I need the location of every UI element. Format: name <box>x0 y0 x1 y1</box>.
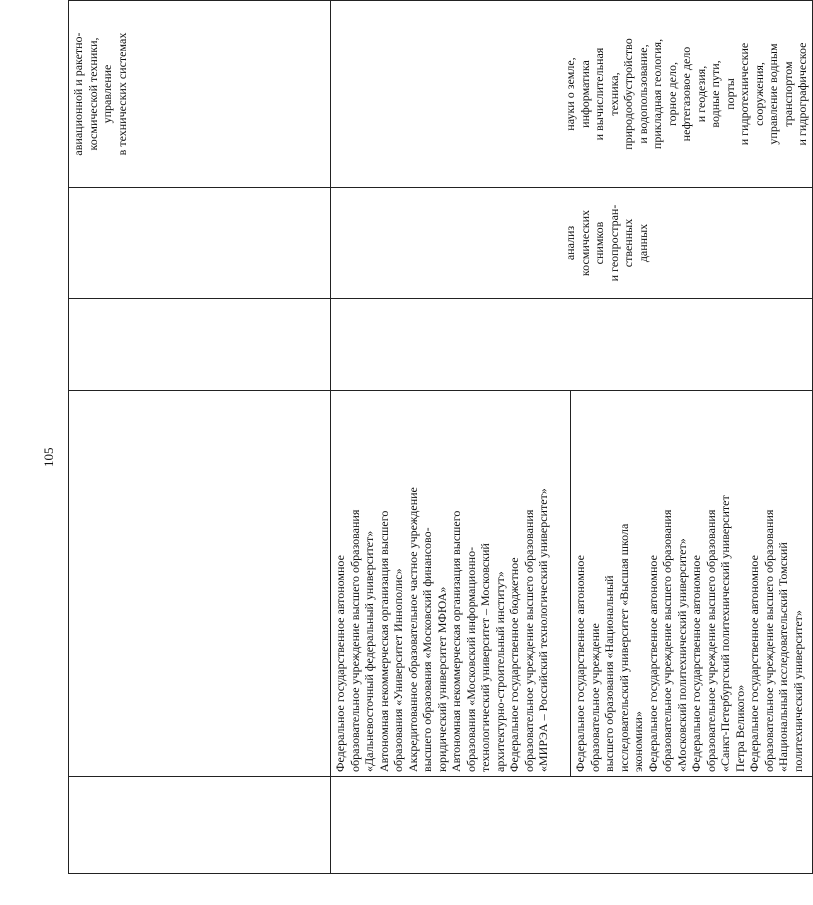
org-line: юридический университет МФЮА» <box>434 586 449 772</box>
specialty-line: управление водным <box>766 43 780 145</box>
specialty-line: сооружения, <box>751 62 766 126</box>
org-line: образовательное учреждение высшего образования <box>703 509 718 772</box>
org-line: Автономная некоммерческая организация высшего <box>376 510 391 772</box>
specialty-line: горное дело, <box>664 62 679 126</box>
org-line: экономики» <box>631 711 645 772</box>
cell-direction <box>331 188 813 299</box>
organizations-top-block <box>331 391 571 776</box>
org-line: Федеральное государственное автономное <box>333 555 347 772</box>
cell-main-empty-c <box>331 299 813 391</box>
org-line: Федеральное государственное автономное <box>645 555 660 772</box>
prev-spec-line: управление <box>100 64 114 124</box>
org-line: образовательное учреждение высшего образования <box>347 509 362 772</box>
direction-line: ственных <box>621 218 635 268</box>
specialty-line: природообустройство <box>621 38 635 150</box>
rotated-table-container <box>68 32 809 874</box>
cell-prev-empty-d <box>69 188 331 299</box>
specialty-line: науки о земле, <box>563 57 577 131</box>
document-table <box>68 0 813 874</box>
org-line: архитектурно-строительный институт» <box>492 571 507 772</box>
table-row-main <box>331 1 813 874</box>
org-line: Автономная некоммерческая организация высшего <box>449 510 463 772</box>
specialty-line: и гидрографическое <box>795 42 809 146</box>
org-line: образовательное учреждение высшего образования <box>521 509 536 772</box>
org-line: образования «Московский информационно- <box>463 546 478 772</box>
specialty-line: информатика <box>577 60 592 128</box>
org-line: «Санкт-Петербургский политехнический университет <box>718 495 732 772</box>
specialty-line: и геодезия, <box>693 65 708 123</box>
specialty-line: и вычислительная <box>592 47 606 141</box>
organizations-bottom-block <box>571 391 807 776</box>
specialty-line: и водопользование, <box>635 44 650 144</box>
prev-spec-line: космической техники, <box>85 37 100 151</box>
direction-line: данных <box>635 223 650 263</box>
prev-spec-line: в технических системах <box>114 32 129 156</box>
specialty-line: прикладная геология, <box>650 38 664 150</box>
specialty-line: техника, <box>606 72 621 116</box>
prev-spec-line: авиационной и ракетно- <box>71 32 85 156</box>
cell-prev-empty-b <box>69 391 331 777</box>
org-line: «Московский политехнический университет» <box>674 538 689 772</box>
org-line: «Национальный исследовательский Томский <box>776 542 790 772</box>
org-line: «МИРЭА – Российский технологический университет» <box>536 488 550 772</box>
specialty-line: порты <box>722 78 737 110</box>
org-line: высшего образования «Московский финансово- <box>420 527 434 772</box>
page-number: 105 <box>41 447 56 467</box>
cell-prev-empty-a <box>69 777 331 874</box>
org-line: Федеральное государственное автономное <box>689 555 703 772</box>
specialty-line: нефтегазовое дело <box>679 46 693 142</box>
org-line: образовательное учреждение высшего образования <box>660 509 674 772</box>
org-line: образовательное учреждение высшего образования <box>761 509 776 772</box>
org-line: технологический университет – Московский <box>478 543 492 772</box>
org-line: образования «Университет Иннополис» <box>391 568 405 772</box>
direction-line: снимков <box>592 221 606 265</box>
specialty-line: водные пути, <box>708 60 722 128</box>
org-line: высшего образования «Национальный <box>602 575 616 772</box>
org-line: Федеральное государственное автономное <box>747 555 761 772</box>
org-line: Федеральное государственное бюджетное <box>507 557 521 772</box>
specialty-line: транспортом <box>780 61 795 127</box>
org-line: Аккредитованное образовательное частное учреждение <box>405 487 420 772</box>
org-line: исследовательский университет «Высшая школа <box>616 523 631 772</box>
org-line: Петра Великого» <box>732 684 747 772</box>
cell-specialties <box>331 1 813 188</box>
cell-prev-specialties <box>69 1 331 188</box>
org-line: политехнический университет» <box>790 610 805 772</box>
specialty-line: и гидротехнические <box>737 42 751 146</box>
direction-line: и геопростран- <box>606 204 621 282</box>
table-row-previous <box>69 1 331 874</box>
cell-prev-empty-c <box>69 299 331 391</box>
direction-line: анализ <box>563 225 577 261</box>
direction-line: космических <box>577 209 592 277</box>
org-line: «Дальневосточный федеральный университет» <box>362 530 376 772</box>
cell-main-empty-a <box>331 777 813 874</box>
cell-organizations <box>331 391 813 777</box>
org-line: образовательное учреждение <box>587 623 602 772</box>
org-line: Федеральное государственное автономное <box>573 555 587 772</box>
